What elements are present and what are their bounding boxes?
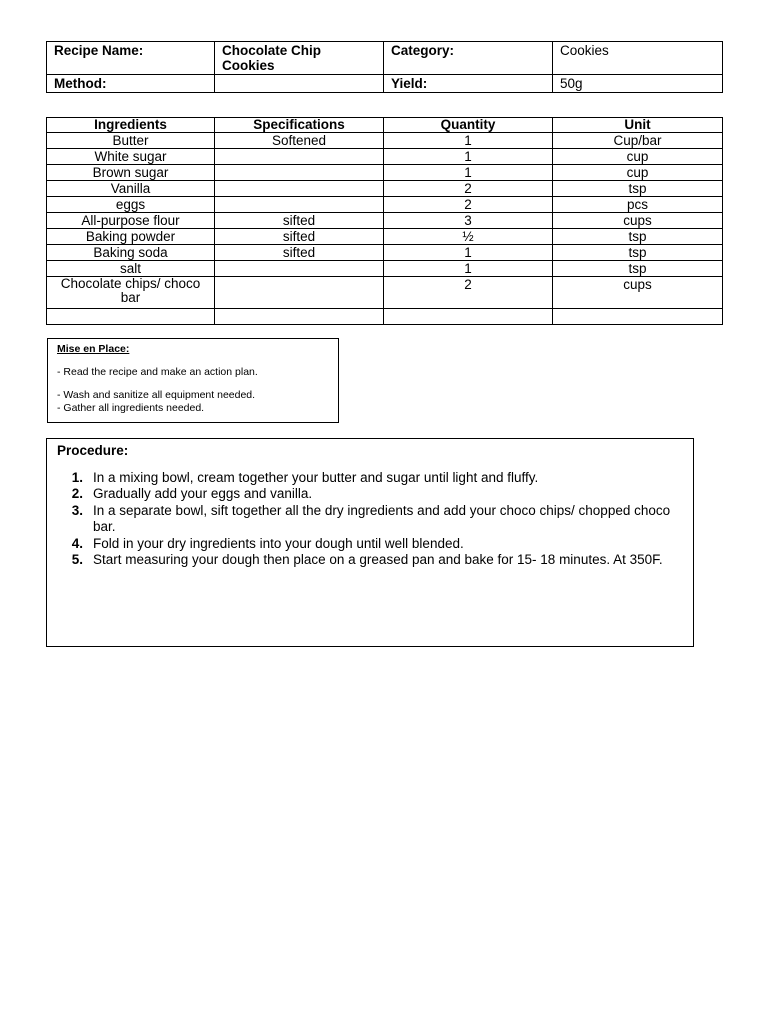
mise-en-place-line: - Read the recipe and make an action plan. [57, 366, 258, 378]
quantity-cell: 2 [384, 181, 553, 197]
table-row [47, 133, 723, 149]
table-row [47, 261, 723, 277]
specification-cell [215, 277, 384, 309]
yield-value: 50g [553, 75, 723, 93]
unit-cell: pcs [553, 197, 723, 213]
table-row [47, 197, 723, 213]
unit-cell: cups [553, 277, 723, 309]
quantity-cell: 1 [384, 165, 553, 181]
quantity-cell: 1 [384, 133, 553, 149]
quantity-cell [384, 309, 553, 325]
specification-cell: Softened [215, 133, 384, 149]
column-header: Quantity [384, 118, 553, 133]
specification-cell: sifted [215, 229, 384, 245]
table-row [47, 309, 723, 325]
mise-en-place-line: - Wash and sanitize all equipment needed. [57, 389, 256, 401]
unit-cell: tsp [553, 261, 723, 277]
category-value: Cookies [553, 42, 723, 75]
method-value [215, 75, 384, 93]
mise-en-place-title: Mise en Place: [57, 343, 130, 355]
ingredients-header-row [47, 118, 723, 133]
step-text: In a mixing bowl, cream together your butter and sugar until light and fluffy. [93, 469, 539, 485]
yield-label: Yield: [384, 75, 553, 93]
unit-cell [553, 309, 723, 325]
quantity-cell: 2 [384, 277, 553, 309]
mise-en-place-line: - Gather all ingredients needed. [57, 402, 205, 414]
ingredient-cell: eggs [47, 197, 215, 213]
quantity-cell: 3 [384, 213, 553, 229]
recipe-header-table [46, 41, 723, 93]
recipe-name-value: Chocolate Chip Cookies [215, 42, 384, 75]
ingredient-cell: Baking soda [47, 245, 215, 261]
specification-cell [215, 165, 384, 181]
unit-cell: cup [553, 149, 723, 165]
unit-cell: tsp [553, 229, 723, 245]
recipe-name-label: Recipe Name: [47, 42, 215, 75]
table-row [47, 245, 723, 261]
specification-cell [215, 309, 384, 325]
procedure-step [57, 503, 683, 536]
unit-cell: cups [553, 213, 723, 229]
column-header: Ingredients [47, 118, 215, 133]
procedure-step [57, 470, 683, 487]
procedure-step [57, 552, 683, 569]
ingredient-cell: Baking powder [47, 229, 215, 245]
step-number: 5. [71, 552, 83, 567]
specification-cell [215, 181, 384, 197]
category-label: Category: [384, 42, 553, 75]
column-header: Specifications [215, 118, 384, 133]
quantity-cell: 1 [384, 261, 553, 277]
table-row [47, 165, 723, 181]
ingredient-cell: Butter [47, 133, 215, 149]
method-label: Method: [47, 75, 215, 93]
column-header: Unit [553, 118, 723, 133]
quantity-cell: 1 [384, 245, 553, 261]
step-number: 3. [71, 502, 83, 518]
step-number: 4. [71, 535, 83, 551]
quantity-cell: 1 [384, 149, 553, 165]
step-text: Gradually add your eggs and vanilla. [93, 486, 313, 501]
quantity-cell: ½ [384, 229, 553, 245]
unit-cell: Cup/bar [553, 133, 723, 149]
table-row [47, 181, 723, 197]
specification-cell: sifted [215, 213, 384, 229]
table-row [47, 277, 723, 309]
specification-cell [215, 197, 384, 213]
specification-cell: sifted [215, 245, 384, 261]
step-text: Fold in your dry ingredients into your dough until well blended. [93, 535, 464, 551]
ingredient-cell: Brown sugar [47, 165, 215, 181]
ingredient-cell: Vanilla [47, 181, 215, 197]
ingredient-cell [47, 309, 215, 325]
specification-cell [215, 261, 384, 277]
procedure-step [57, 486, 683, 503]
ingredients-table [46, 117, 723, 325]
ingredient-cell: All-purpose flour [47, 213, 215, 229]
ingredient-cell: Chocolate chips/ choco bar [47, 277, 215, 309]
procedure-title: Procedure: [57, 443, 129, 458]
unit-cell: tsp [553, 245, 723, 261]
step-text: Start measuring your dough then place on a greased pan and bake for 15- 18 minutes. At 350F. [93, 552, 663, 567]
ingredient-cell: salt [47, 261, 215, 277]
procedure-box [46, 438, 694, 647]
table-row [47, 229, 723, 245]
step-text: In a separate bowl, sift together all the dry ingredients and add your choco chips/ chopped choco bar. [93, 502, 671, 534]
step-number: 2. [71, 486, 83, 501]
quantity-cell: 2 [384, 197, 553, 213]
procedure-step [57, 536, 683, 553]
specification-cell [215, 149, 384, 165]
unit-cell: tsp [553, 181, 723, 197]
table-row [47, 213, 723, 229]
mise-en-place-box [47, 338, 339, 423]
ingredient-cell: White sugar [47, 149, 215, 165]
unit-cell: cup [553, 165, 723, 181]
table-row [47, 149, 723, 165]
step-number: 1. [71, 469, 83, 485]
